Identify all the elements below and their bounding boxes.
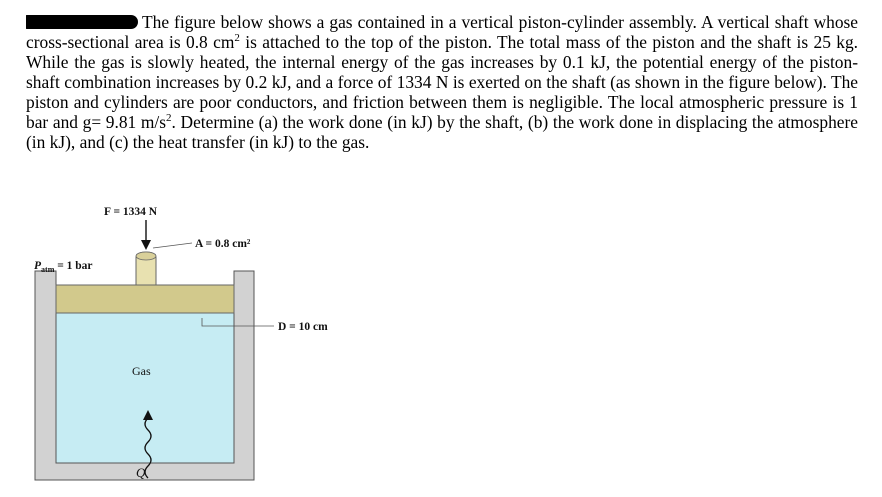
shaft-top: [136, 252, 156, 260]
gas-label: Gas: [132, 364, 151, 378]
patm-subscript: atm: [41, 265, 55, 274]
piston: [56, 285, 234, 313]
area-label: A = 0.8 cm²: [195, 238, 251, 250]
superscript-2: 2: [166, 112, 172, 125]
force-arrow: [141, 220, 151, 250]
diameter-label: D = 10 cm: [278, 321, 328, 333]
problem-sentence-3: . Determine (a) the work done (in kJ) by the shaft, (b) the work done in displacing the atmosphere (in kJ), and (c) the heat transfer (in kJ) to the gas.: [26, 112, 858, 152]
patm-label: [34, 260, 93, 274]
problem-sentence-2: is attached to the top of the piston. The total mass of the piston and the shaft is 25 kg. While the gas is slowly heated, the internal energy of the gas increases by 0.1 kJ, the potential energy of the piston-shaft combination increases by 0.2 kJ, and a force of 1334 N is exerted on the shaft (as shown in the figure below). The piston and cylinders are poor conductors, and friction between them is negligible. The local atmospheric pressure is 1 bar and g= 9.81 m/s: [26, 32, 859, 132]
patm-value: = 1 bar: [54, 260, 93, 272]
patm-symbol: P: [34, 260, 42, 272]
gas-region: [56, 313, 234, 463]
superscript-2: 2: [234, 32, 240, 45]
problem-sentence-1: The figure below shows a gas contained in a vertical piston-cylinder assembly. A vertical shaft whose cross-sectional area is 0.8 cm: [26, 12, 858, 52]
heat-label: Q: [136, 465, 146, 480]
force-label: F = 1334 N: [104, 206, 158, 218]
area-leader: [153, 243, 192, 248]
